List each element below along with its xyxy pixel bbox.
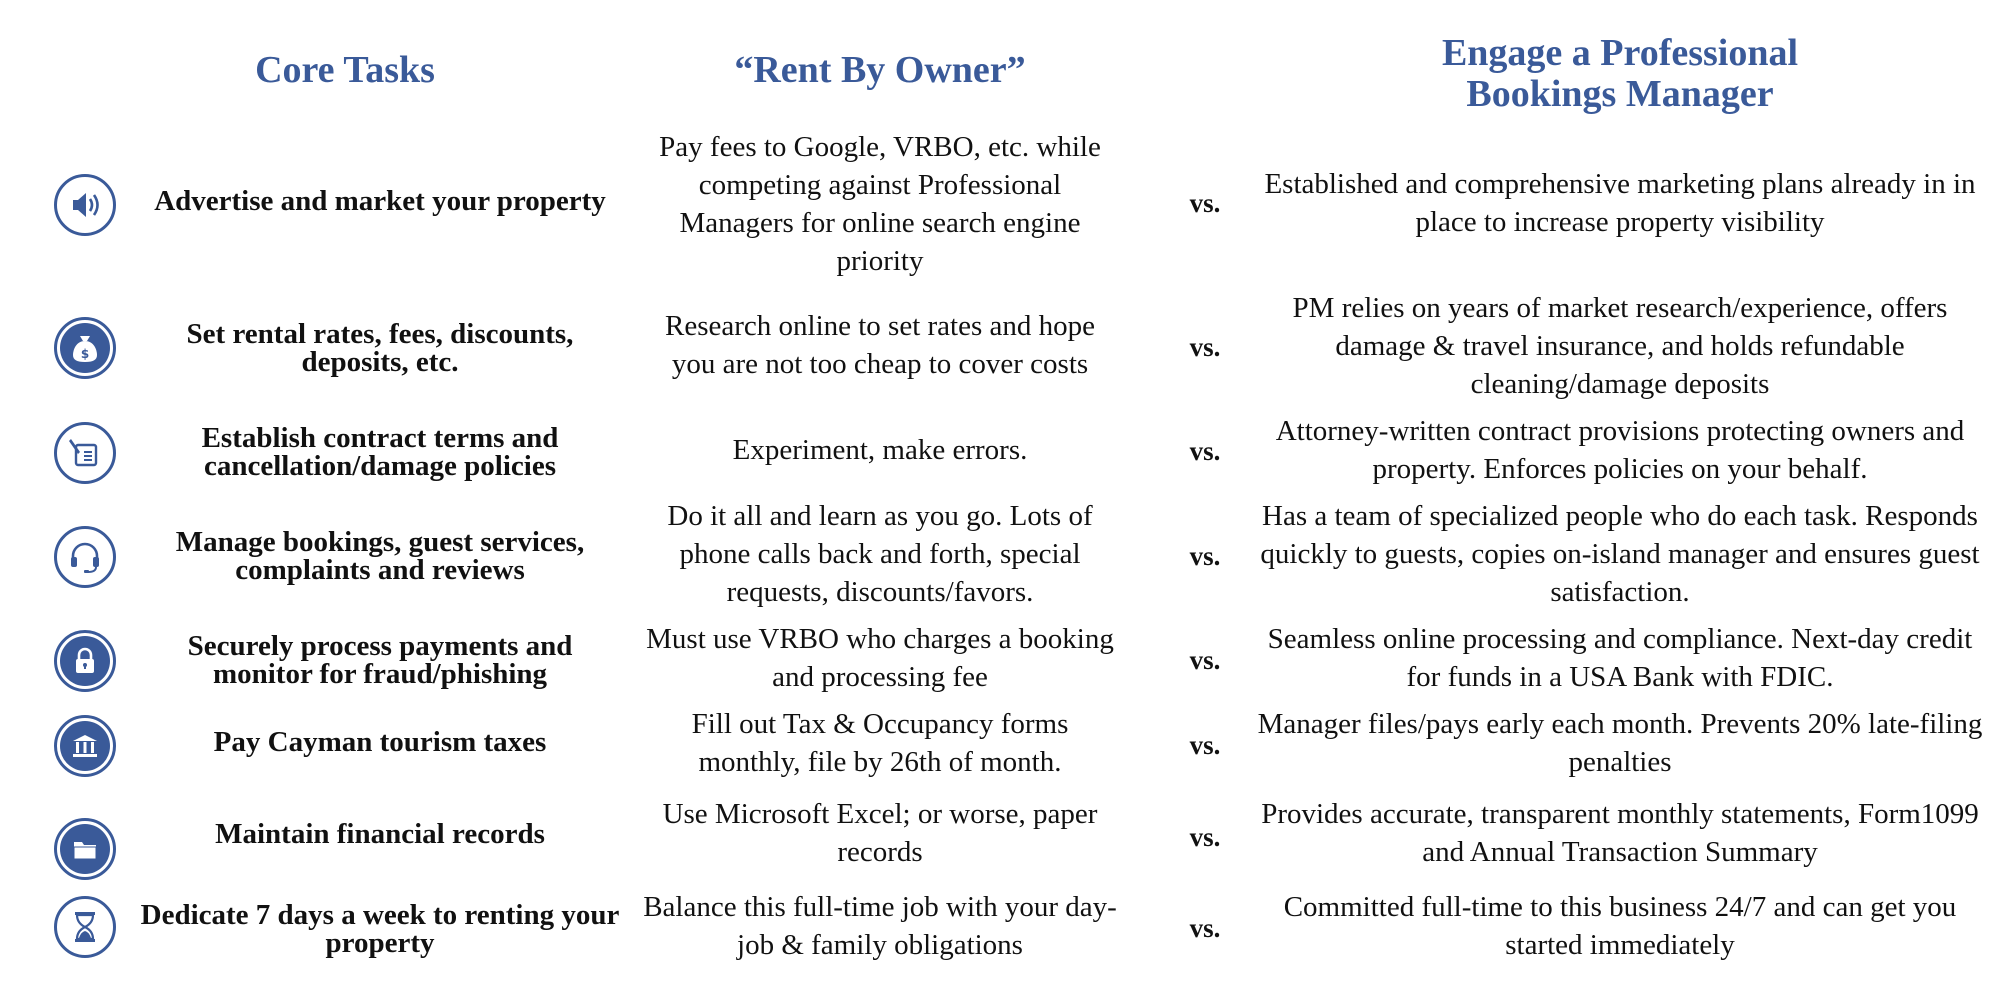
pro-description: Manager files/pays early each month. Prevents 20% late-filing penalties: [1257, 708, 1983, 778]
vs-label: vs.: [1189, 645, 1221, 675]
rbo-description: Must use VRBO who charges a booking and processing fee: [646, 623, 1114, 693]
header-core-tasks: Core Tasks: [255, 49, 435, 91]
pro-description: Provides accurate, transparent monthly statements, Form1099 and Annual Transaction Summary: [1261, 798, 1979, 868]
money-bag-icon: [54, 317, 116, 379]
task-label: Securely process payments and monitor for fraud/phishing: [187, 630, 573, 690]
task-label: Advertise and market your property: [154, 185, 606, 217]
pro-description: Attorney-written contract provisions protecting owners and property. Enforces policies on your behalf.: [1275, 415, 1965, 485]
rbo-description: Fill out Tax & Occupancy forms monthly, file by 26th of month.: [691, 708, 1069, 778]
task-label: Dedicate 7 days a week to renting your property: [140, 899, 620, 959]
contract-icon: [54, 422, 116, 484]
rbo-description: Experiment, make errors.: [732, 434, 1028, 466]
rbo-description: Balance this full-time job with your day-job & family obligations: [643, 891, 1117, 961]
vs-label: vs.: [1189, 188, 1221, 218]
hourglass-icon: [54, 896, 116, 958]
vs-label: vs.: [1189, 541, 1221, 571]
headset-icon: [54, 526, 116, 588]
pro-description: Seamless online processing and compliance. Next-day credit for funds in a USA Bank with FDIC.: [1267, 623, 1973, 693]
megaphone-icon: [54, 174, 116, 236]
rbo-description: Do it all and learn as you go. Lots of phone calls back and forth, special requests, discounts/favors.: [667, 500, 1093, 608]
vs-label: vs.: [1189, 913, 1221, 943]
vs-label: vs.: [1189, 730, 1221, 760]
header-professional-line2: Bookings Manager: [1466, 73, 1774, 115]
task-label: Manage bookings, guest services, complaints and reviews: [175, 526, 585, 586]
task-label: Set rental rates, fees, discounts, deposits, etc.: [186, 318, 574, 378]
folder-icon: [54, 818, 116, 880]
task-label: Pay Cayman tourism taxes: [213, 726, 547, 758]
task-label: Maintain financial records: [215, 818, 545, 850]
task-label: Establish contract terms and cancellation/damage policies: [201, 422, 559, 482]
vs-label: vs.: [1189, 436, 1221, 466]
pro-description: PM relies on years of market research/experience, offers damage & travel insurance, and holds refundable cleaning/damage deposits: [1292, 292, 1948, 400]
pro-description: Committed full-time to this business 24/7 and can get you started immediately: [1283, 891, 1957, 961]
rbo-description: Research online to set rates and hope you are not too cheap to cover costs: [664, 310, 1095, 380]
pro-description: Established and comprehensive marketing plans already in in place to increase property visibility: [1264, 168, 1976, 238]
rbo-description: Use Microsoft Excel; or worse, paper records: [662, 798, 1098, 868]
header-rent-by-owner: “Rent By Owner”: [734, 49, 1026, 91]
rbo-description: Pay fees to Google, VRBO, etc. while competing against Professional Managers for online search engine priority: [659, 131, 1101, 277]
header-professional-line1: Engage a Professional: [1441, 32, 1799, 74]
vs-label: vs.: [1189, 822, 1221, 852]
vs-label: vs.: [1189, 332, 1221, 362]
svg-text:$: $: [80, 347, 90, 361]
pro-description: Has a team of specialized people who do each task. Responds quickly to guests, copies on-island manager and ensures guest satisfaction.: [1260, 500, 1980, 608]
padlock-icon: [54, 630, 116, 692]
bank-icon: [54, 715, 116, 777]
